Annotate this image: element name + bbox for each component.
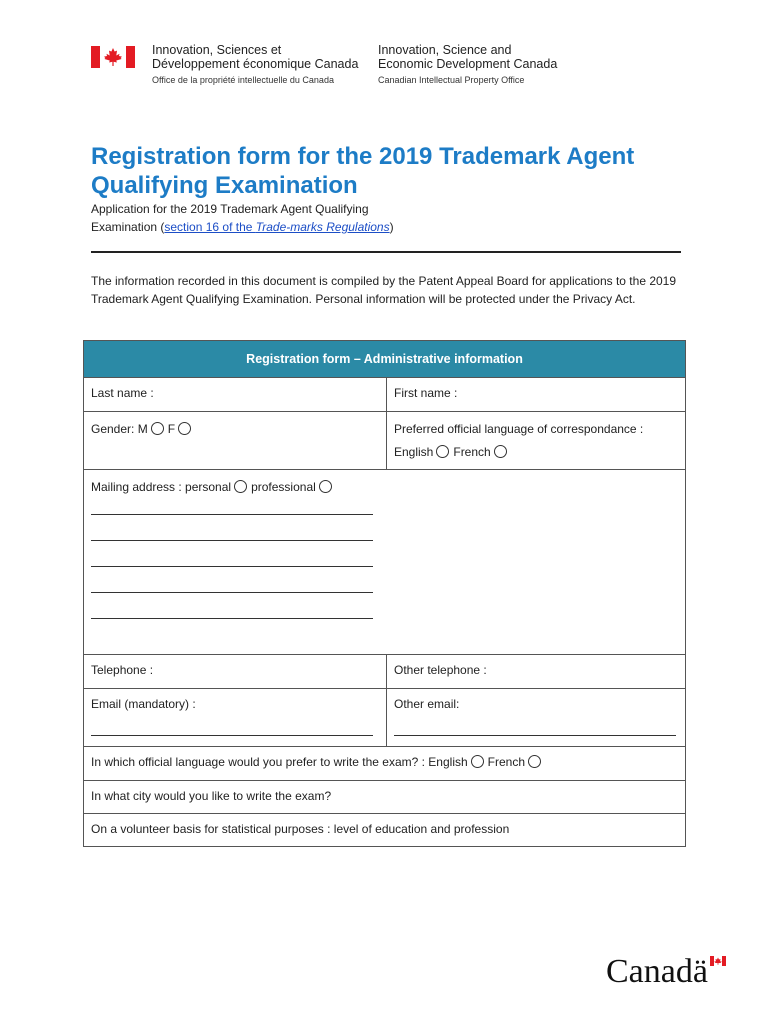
gender-label: Gender: M (91, 422, 148, 436)
mailing-address-row (84, 469, 685, 654)
address-line-1[interactable] (91, 514, 373, 515)
title-line1: Registration form for the 2019 Trademark Agent (91, 143, 635, 170)
telephone-row (84, 654, 685, 688)
form-header: Registration form – Administrative information (84, 341, 685, 377)
exam-language-row (84, 746, 685, 780)
canada-wordmark (606, 952, 730, 992)
mailing-address-label: Mailing address : personal (91, 480, 232, 494)
en-office: Canadian Intellectual Property Office (378, 75, 525, 85)
preferred-language-cell (386, 412, 685, 469)
intro-paragraph: The information recorded in this document is compiled by the Patent Appeal Board for applications to the 2019 Trademark Agent Qualifying Examination. Personal information will be protected under the Privacy Act. (91, 274, 677, 306)
exam-language-label: In which official language would you prefer to write the exam? : English (91, 755, 468, 769)
mailing-professional-radio[interactable] (319, 480, 332, 493)
address-line-3[interactable] (91, 566, 373, 567)
exam-french-radio[interactable] (528, 755, 541, 768)
en-org-line1: Innovation, Science and (378, 43, 512, 57)
name-row (84, 377, 685, 411)
registration-form (83, 340, 686, 847)
gender-f-label: F (167, 422, 176, 436)
mailing-personal-radio[interactable] (234, 480, 247, 493)
email-label: Email (mandatory) : (91, 697, 196, 711)
email-field[interactable] (84, 689, 386, 746)
regulations-link[interactable]: section 16 of the Trade-marks Regulations (164, 220, 390, 234)
page-title (91, 142, 691, 200)
other-email-label: Other email: (394, 697, 460, 711)
exam-city-label: In what city would you like to write the exam? (91, 789, 332, 803)
pref-french-radio[interactable] (494, 445, 507, 458)
telephone-label: Telephone : (91, 663, 154, 677)
other-email-field[interactable] (386, 689, 685, 746)
exam-city-row[interactable] (84, 780, 685, 813)
gender-f-radio[interactable] (178, 422, 191, 435)
canada-flag-icon (91, 46, 135, 68)
wordmark-flag-icon (710, 956, 726, 966)
address-line-5[interactable] (91, 618, 373, 619)
gender-cell (84, 412, 386, 469)
pref-english-label: English (394, 445, 434, 459)
fr-org-line1: Innovation, Sciences et (152, 43, 282, 57)
other-email-line[interactable] (394, 735, 676, 736)
subtitle: Application for the 2019 Trademark Agent Qualifying Examination (section 16 of the Trade-marks Regulations) (91, 202, 394, 234)
volunteer-row[interactable] (84, 813, 685, 846)
en-org-line2: Economic Development Canada (378, 57, 558, 71)
last-name-field[interactable] (84, 378, 386, 411)
subtitle-text: Application for the 2019 Trademark Agent Qualifying Examination ( (91, 202, 369, 234)
fr-office: Office de la propriété intellectuelle du Canada (152, 75, 334, 85)
telephone-field[interactable] (84, 655, 386, 688)
title-line2: Qualifying Examination (91, 172, 358, 199)
fr-org-line2: Développement économique Canada (152, 57, 359, 71)
exam-english-radio[interactable] (471, 755, 484, 768)
exam-french-label: French (487, 755, 526, 769)
pref-english-radio[interactable] (436, 445, 449, 458)
gender-m-radio[interactable] (151, 422, 164, 435)
preferred-language-label: Preferred official language of correspondance : (394, 422, 644, 436)
other-telephone-field[interactable] (386, 655, 685, 688)
first-name-label: First name : (394, 386, 458, 400)
address-line-2[interactable] (91, 540, 373, 541)
email-row (84, 688, 685, 746)
canada-wordmark-text: Canadä (606, 953, 708, 990)
other-telephone-label: Other telephone : (394, 663, 487, 677)
gender-language-row (84, 411, 685, 469)
mailing-professional-label: professional (251, 480, 316, 494)
email-line[interactable] (91, 735, 373, 736)
address-line-4[interactable] (91, 592, 373, 593)
first-name-field[interactable] (386, 378, 685, 411)
last-name-label: Last name : (91, 386, 154, 400)
pref-french-label: French (453, 445, 491, 459)
volunteer-label: On a volunteer basis for statistical purposes : level of education and profession (91, 822, 510, 836)
title-divider (91, 251, 681, 253)
